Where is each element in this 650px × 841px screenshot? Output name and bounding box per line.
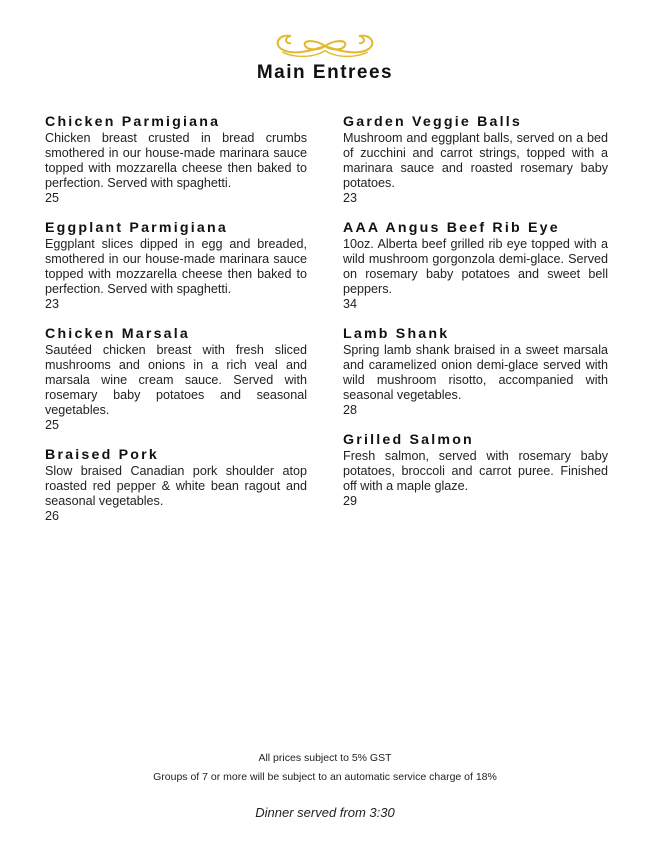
menu-item xyxy=(45,114,307,206)
menu-item-name: Eggplant Parmigiana xyxy=(45,220,228,236)
menu-item-description: Sautéed chicken breast with fresh sliced mushrooms and onions in a rich veal and marsala wine cream sauce. Served with rosemary baby potatoes and seasonal vegetables. xyxy=(45,343,307,417)
page-title: Main Entrees xyxy=(256,62,394,83)
menu-column-right xyxy=(343,114,608,523)
menu-item-price: 26 xyxy=(45,509,60,523)
menu-item-description: Mushroom and eggplant balls, served on a bed of zucchini and carrot strings, topped with a marinara sauce and roasted rosemary baby potatoes. xyxy=(343,131,608,190)
menu-item-name: AAA Angus Beef Rib Eye xyxy=(343,220,560,236)
menu-item-description: 10oz. Alberta beef grilled rib eye topped with a wild mushroom gorgonzola demi-glace. Served on rosemary baby potatoes and sweet bell peppers. xyxy=(343,237,608,296)
menu-item xyxy=(45,326,307,433)
menu-item-price: 23 xyxy=(45,297,60,311)
menu-item-description: Spring lamb shank braised in a sweet marsala and caramelized onion demi-glace served with wild mushroom risotto, accompanied with seasonal vegetables. xyxy=(343,343,608,402)
gst-note: All prices subject to 5% GST xyxy=(258,752,392,764)
service-charge-note: Groups of 7 or more will be subject to an automatic service charge of 18% xyxy=(153,771,497,783)
menu-item-name: Lamb Shank xyxy=(343,326,450,342)
menu-item-name: Chicken Parmigiana xyxy=(45,114,221,130)
menu-item-name: Garden Veggie Balls xyxy=(343,114,522,130)
gold-flourish-icon xyxy=(270,30,380,62)
menu-item xyxy=(343,220,608,312)
menu-item-price: 29 xyxy=(343,494,358,508)
menu-item-description: Fresh salmon, served with rosemary baby potatoes, broccoli and carrot puree. Finished off with a maple glaze. xyxy=(343,449,608,493)
menu-item xyxy=(343,432,608,509)
menu-item xyxy=(45,220,307,312)
menu-item-description: Chicken breast crusted in bread crumbs smothered in our house-made marinara sauce topped with mozzarella cheese then baked to perfection. Served with spaghetti. xyxy=(45,131,307,190)
menu-item-description: Eggplant slices dipped in egg and breaded, smothered in our house-made marinara sauce topped with mozzarella cheese then baked to perfection. Served with spaghetti. xyxy=(45,237,307,296)
menu-header xyxy=(0,30,650,84)
dinner-hours-note: Dinner served from 3:30 xyxy=(255,805,395,820)
menu-item xyxy=(343,326,608,418)
menu-item-price: 25 xyxy=(45,191,60,205)
menu-item-price: 25 xyxy=(45,418,60,432)
menu-item-name: Chicken Marsala xyxy=(45,326,190,342)
menu-item-price: 28 xyxy=(343,403,358,417)
menu-column-left xyxy=(45,114,307,538)
menu-item-name: Grilled Salmon xyxy=(343,432,474,448)
menu-item xyxy=(343,114,608,206)
menu-item xyxy=(45,447,307,524)
menu-item-name: Braised Pork xyxy=(45,447,159,463)
menu-item-price: 34 xyxy=(343,297,358,311)
menu-item-description: Slow braised Canadian pork shoulder atop roasted red pepper & white bean ragout and seasonal vegetables. xyxy=(45,464,307,508)
menu-item-price: 23 xyxy=(343,191,358,205)
